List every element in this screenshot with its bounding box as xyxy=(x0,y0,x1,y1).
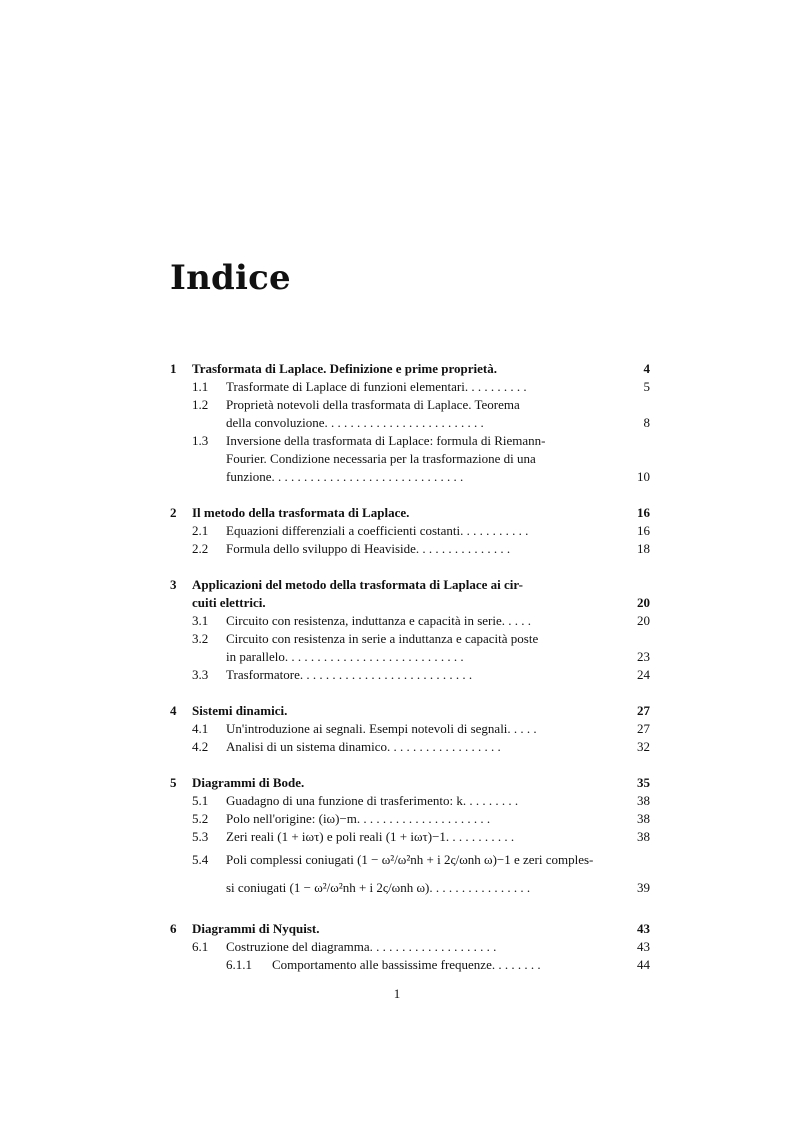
toc-subsection[interactable] xyxy=(170,956,650,974)
toc-section[interactable] xyxy=(170,540,650,558)
section-page: 10 xyxy=(637,469,650,484)
section-title: Polo nell'origine: (iω)−m. . . . . . . . . . . . . . . . . . . . . xyxy=(226,811,491,826)
section-number: 2.2 xyxy=(192,541,209,556)
section-number: 3.2 xyxy=(192,631,209,646)
toc-section[interactable] xyxy=(170,792,650,810)
subsection-number: 6.1.1 xyxy=(226,957,252,972)
toc-section[interactable] xyxy=(170,666,650,684)
section-title: Proprietà notevoli della trasformata di Laplace. Teorema della convoluzione. . . . . . . . . . . . . . . . . . . . . . . . . xyxy=(226,397,520,430)
toc-section[interactable] xyxy=(170,432,650,486)
section-number: 3.3 xyxy=(192,667,209,682)
section-page: 16 xyxy=(637,523,650,538)
toc-section[interactable] xyxy=(170,720,650,738)
subsection-title: Comportamento alle bassissime frequenze. . . . . . . . xyxy=(272,957,541,972)
section-number: 2.1 xyxy=(192,523,209,538)
section-title: Circuito con resistenza, induttanza e capacità in serie. . . . . xyxy=(226,613,532,628)
section-number: 5.4 xyxy=(192,852,209,867)
chapter-title: Sistemi dinamici. xyxy=(192,703,288,718)
toc-section[interactable] xyxy=(170,938,650,956)
chapter-page: 16 xyxy=(637,505,650,520)
toc-chapter[interactable] xyxy=(170,360,650,378)
toc-chapter[interactable] xyxy=(170,504,650,522)
toc-section[interactable] xyxy=(170,738,650,756)
section-title: Un'introduzione ai segnali. Esempi notevoli di segnali. . . . . xyxy=(226,721,537,736)
section-title: Formula dello sviluppo di Heaviside. . . . . . . . . . . . . . . xyxy=(226,541,511,556)
chapter-number: 5 xyxy=(170,775,177,790)
chapter-title: Diagrammi di Bode. xyxy=(192,775,305,790)
section-page: 27 xyxy=(637,721,650,736)
chapter-number: 6 xyxy=(170,921,177,936)
section-page: 18 xyxy=(637,541,650,556)
chapter-title: Diagrammi di Nyquist. xyxy=(192,921,320,936)
section-number: 1.2 xyxy=(192,397,209,412)
toc-section[interactable] xyxy=(170,810,650,828)
section-page: 23 xyxy=(637,649,650,664)
toc-section[interactable] xyxy=(170,846,650,902)
section-page: 24 xyxy=(637,667,650,682)
chapter-page: 43 xyxy=(637,921,650,936)
chapter-page: 20 xyxy=(637,595,650,610)
section-page: 38 xyxy=(637,829,650,844)
section-title: Equazioni differenziali a coefficienti costanti. . . . . . . . . . . xyxy=(226,523,529,538)
section-title: Poli complessi coniugati (1 − ω²/ω²nh + i 2ς/ωnh ω)−1 e zeri comples- si coniugati (1 − ω²/ω²nh + i 2ς/ωnh ω). . . . . . . . . . . . . . . . xyxy=(226,852,594,895)
section-number: 4.1 xyxy=(192,721,209,736)
chapter-title: Il metodo della trasformata di Laplace. xyxy=(192,505,410,520)
section-page: 38 xyxy=(637,811,650,826)
chapter-number: 3 xyxy=(170,577,177,592)
subsection-page: 44 xyxy=(637,957,650,972)
toc-chapter[interactable] xyxy=(170,576,650,612)
chapter-page: 27 xyxy=(637,703,650,718)
section-title: Analisi di un sistema dinamico. . . . . . . . . . . . . . . . . . xyxy=(226,739,501,754)
section-page: 43 xyxy=(637,939,650,954)
section-number: 6.1 xyxy=(192,939,209,954)
section-title: Trasformate di Laplace di funzioni elementari. . . . . . . . . . xyxy=(226,379,527,394)
section-title: Inversione della trasformata di Laplace: formula di Riemann- Fourier. Condizione necessaria per la trasformazione di una funzione. . . . . . . . . . . . . . . . . . . . . . . . . . . . . . xyxy=(226,433,546,484)
chapter-number: 4 xyxy=(170,703,177,718)
toc-section[interactable] xyxy=(170,612,650,630)
section-number: 1.1 xyxy=(192,379,209,394)
section-title: Zeri reali (1 + iωτ) e poli reali (1 + iωτ)−1. . . . . . . . . . . xyxy=(226,829,515,844)
section-page: 39 xyxy=(637,880,650,895)
toc-chapter[interactable] xyxy=(170,920,650,938)
table-of-contents xyxy=(170,360,650,974)
page-number: 1 xyxy=(393,986,401,1001)
page-title: Indice xyxy=(170,258,291,298)
section-page: 20 xyxy=(637,613,650,628)
chapter-number: 2 xyxy=(170,505,177,520)
chapter-page: 4 xyxy=(643,361,650,376)
section-number: 5.1 xyxy=(192,793,209,808)
section-title: Guadagno di una funzione di trasferimento: k. . . . . . . . . xyxy=(226,793,519,808)
section-page: 8 xyxy=(643,415,650,430)
section-page: 5 xyxy=(643,379,650,394)
toc-section[interactable] xyxy=(170,522,650,540)
section-page: 32 xyxy=(637,739,650,754)
section-number: 1.3 xyxy=(192,433,209,448)
chapter-title: Trasformata di Laplace. Definizione e prime proprietà. xyxy=(192,361,497,376)
section-number: 5.3 xyxy=(192,829,209,844)
toc-section[interactable] xyxy=(170,828,650,846)
toc-chapter[interactable] xyxy=(170,774,650,792)
chapter-title: Applicazioni del metodo della trasformata di Laplace ai cir- cuiti elettrici. xyxy=(192,577,523,610)
chapter-number: 1 xyxy=(170,361,177,376)
chapter-page: 35 xyxy=(637,775,650,790)
section-number: 3.1 xyxy=(192,613,209,628)
section-title: Trasformatore. . . . . . . . . . . . . . . . . . . . . . . . . . . xyxy=(226,667,473,682)
section-page: 38 xyxy=(637,793,650,808)
section-title: Costruzione del diagramma. . . . . . . . . . . . . . . . . . . . xyxy=(226,939,497,954)
toc-section[interactable] xyxy=(170,396,650,432)
section-number: 5.2 xyxy=(192,811,209,826)
toc-section[interactable] xyxy=(170,378,650,396)
toc-chapter[interactable] xyxy=(170,702,650,720)
toc-section[interactable] xyxy=(170,630,650,666)
section-number: 4.2 xyxy=(192,739,209,754)
section-title: Circuito con resistenza in serie a induttanza e capacità poste in parallelo. . . . . . . . . . . . . . . . . . . . . . . . . . . . xyxy=(226,631,539,664)
